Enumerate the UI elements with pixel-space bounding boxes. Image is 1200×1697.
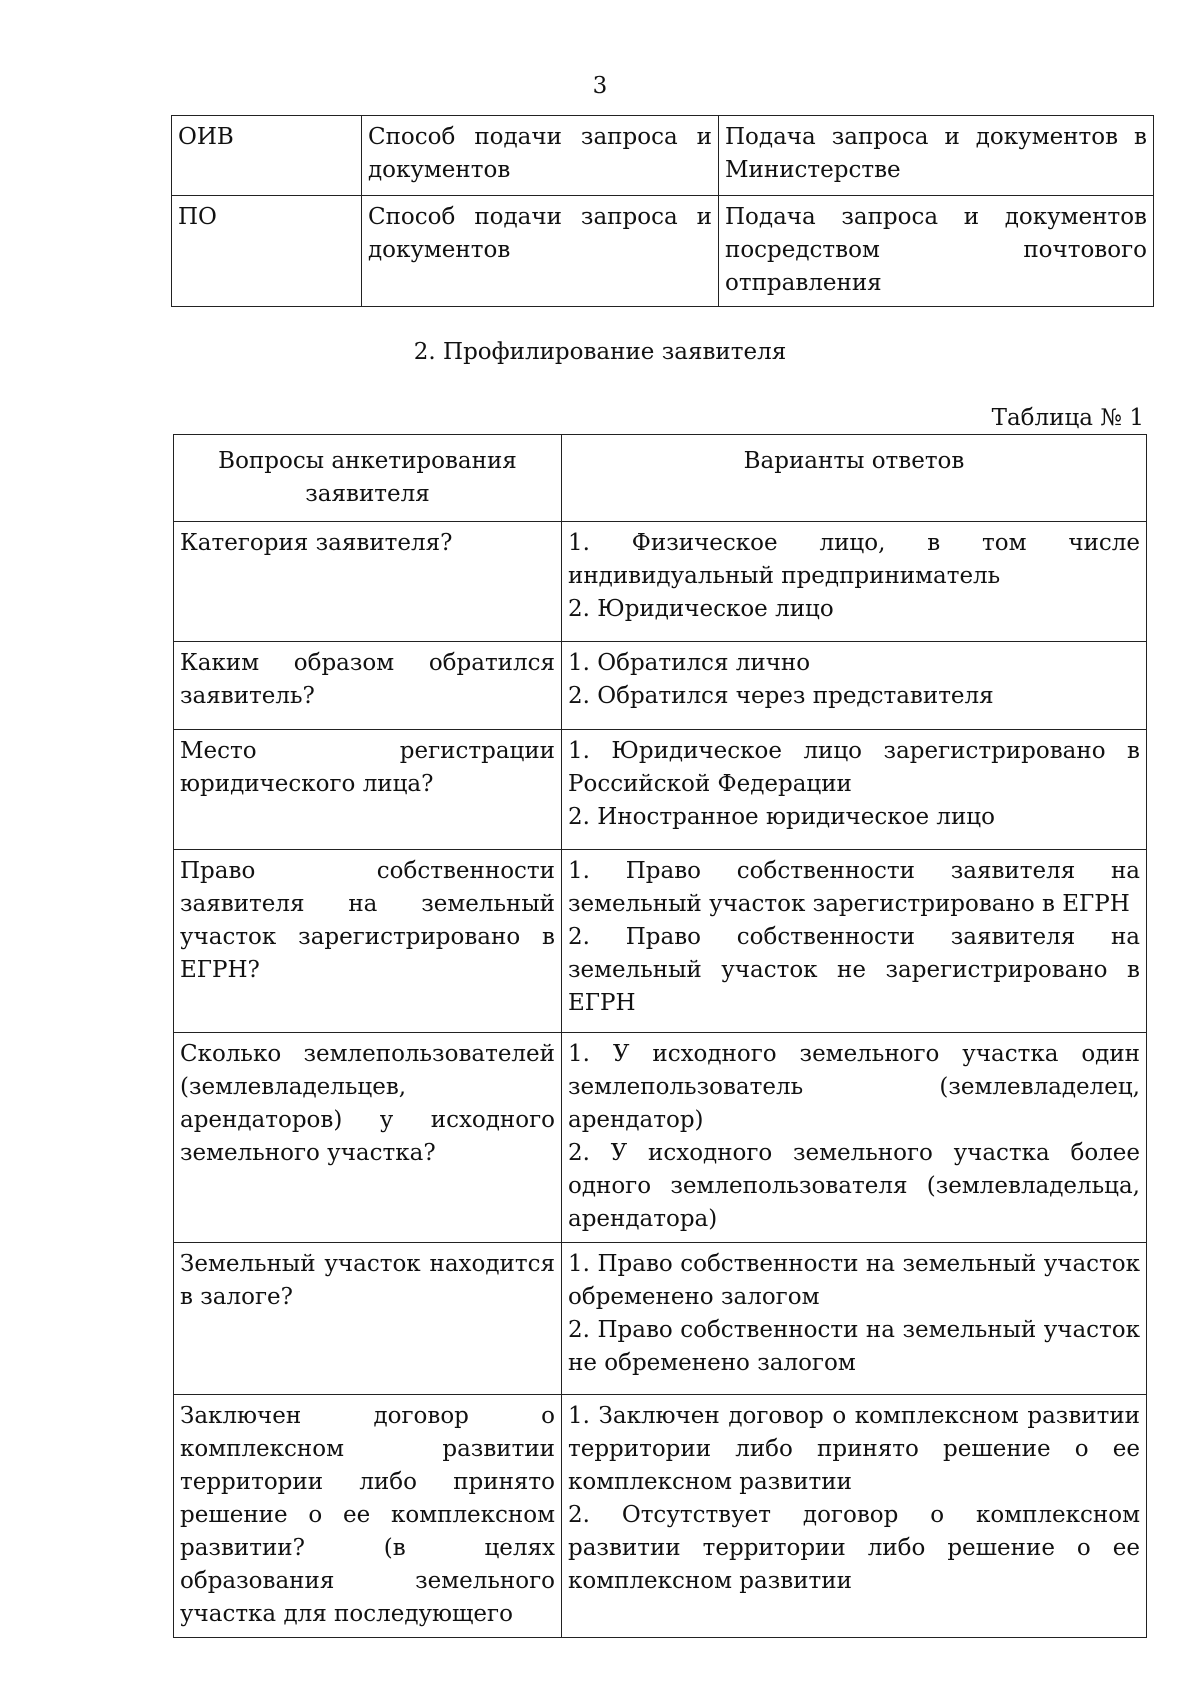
page-number: 3 xyxy=(592,73,608,99)
answer-option: 2. Обратился через представителя xyxy=(568,683,994,709)
answer-option: 1. Право собственности на земельный участок обременено залогом xyxy=(568,1251,1140,1310)
table-label: Таблица № 1 xyxy=(991,405,1144,431)
answer-option: 2. Право собственности заявителя на земельный участок не зарегистрировано в ЕГРН xyxy=(568,924,1140,1016)
answer-option: 1. Юридическое лицо зарегистрировано в Российской Федерации xyxy=(568,738,1140,797)
answer-option: 1. У исходного земельного участка один землепользователь (землевладелец, арендатор) xyxy=(568,1041,1140,1133)
answers-cell xyxy=(562,1033,1147,1243)
method-parameter: Способ подачи запроса и документов xyxy=(362,116,719,196)
answer-option: 1. Заключен договор о комплексном развитии территории либо принято решение о ее комплексном развитии xyxy=(568,1403,1140,1495)
table-row xyxy=(174,522,1147,642)
table-header-row xyxy=(174,435,1147,522)
answer-option: 1. Обратился лично xyxy=(568,650,811,676)
answer-option: 2. Иностранное юридическое лицо xyxy=(568,804,995,830)
answer-option: 2. Отсутствует договор о комплексном развитии территории либо решение о ее комплексном развитии xyxy=(568,1502,1140,1594)
table-row xyxy=(174,850,1147,1033)
answers-cell xyxy=(562,522,1147,642)
table-row xyxy=(172,116,1154,196)
applicant-profiling-table xyxy=(173,434,1147,1638)
table-row xyxy=(174,642,1147,730)
answer-option: 2. Право собственности на земельный участок не обременено залогом xyxy=(568,1317,1140,1376)
answers-cell xyxy=(562,730,1147,850)
table-row xyxy=(174,1033,1147,1243)
answers-cell xyxy=(562,1395,1147,1638)
method-value: Подача запроса и документов посредством почтового отправления xyxy=(719,196,1154,307)
method-code: ПО xyxy=(172,196,362,307)
answers-cell xyxy=(562,642,1147,730)
method-value: Подача запроса и документов в Министерстве xyxy=(719,116,1154,196)
question-cell: Категория заявителя? xyxy=(174,522,562,642)
answer-option: 1. Право собственности заявителя на земельный участок зарегистрировано в ЕГРН xyxy=(568,858,1140,917)
question-cell: Сколько землепользователей (землевладельцев, арендаторов) у исходного земельного участка? xyxy=(174,1033,562,1243)
answer-option: 2. У исходного земельного участка более одного землепользователя (землевладельца, арендатора) xyxy=(568,1140,1140,1232)
answer-option: 1. Физическое лицо, в том числе индивидуальный предприниматель xyxy=(568,530,1140,589)
method-parameter: Способ подачи запроса и документов xyxy=(362,196,719,307)
submission-method-table xyxy=(171,115,1154,307)
answers-cell xyxy=(562,1243,1147,1395)
question-cell: Заключен договор о комплексном развитии территории либо принято решение о ее комплексном развитии? (в целях образования земельного участка для последующего xyxy=(174,1395,562,1638)
table-row xyxy=(174,1395,1147,1638)
answers-column-header: Варианты ответов xyxy=(562,435,1147,522)
method-code: ОИВ xyxy=(172,116,362,196)
table-row xyxy=(174,1243,1147,1395)
answers-cell xyxy=(562,850,1147,1033)
section-heading: 2. Профилирование заявителя xyxy=(413,339,787,365)
table-row xyxy=(172,196,1154,307)
question-cell: Земельный участок находится в залоге? xyxy=(174,1243,562,1395)
question-column-header: Вопросы анкетирования заявителя xyxy=(174,435,562,522)
table-row xyxy=(174,730,1147,850)
question-cell: Место регистрации юридического лица? xyxy=(174,730,562,850)
question-cell: Право собственности заявителя на земельный участок зарегистрировано в ЕГРН? xyxy=(174,850,562,1033)
question-cell: Каким образом обратился заявитель? xyxy=(174,642,562,730)
answer-option: 2. Юридическое лицо xyxy=(568,596,834,622)
